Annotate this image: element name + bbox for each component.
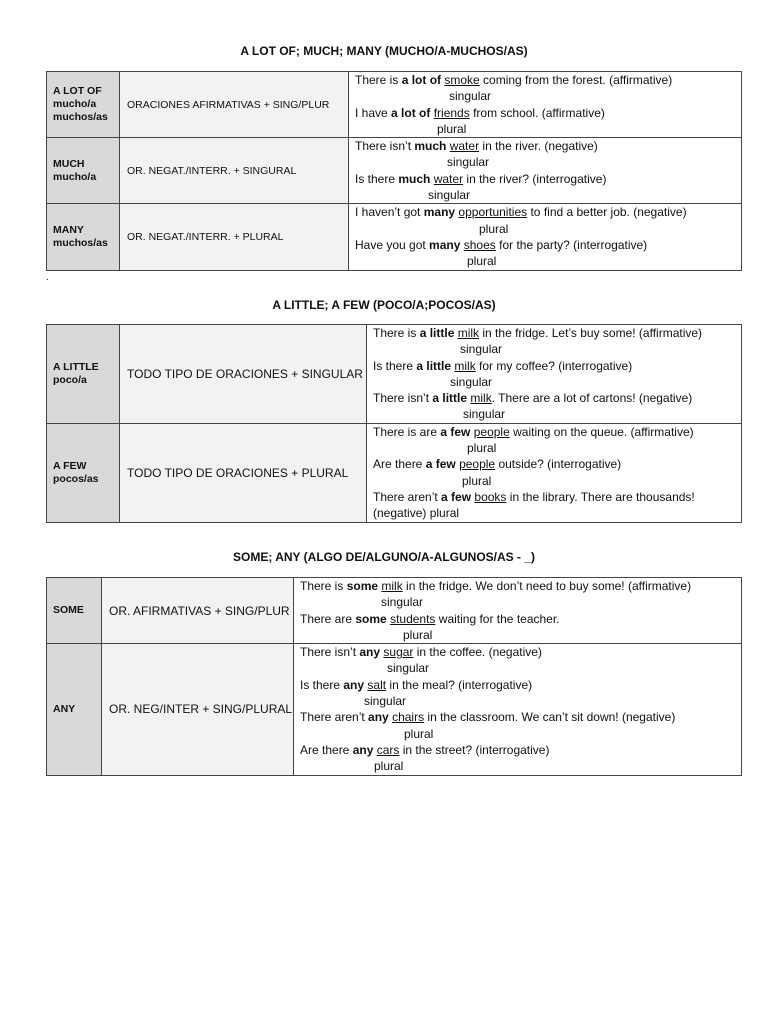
sentence-text: There aren’t bbox=[300, 710, 369, 725]
term-label: MUCH bbox=[53, 157, 85, 170]
quantifier-text: much bbox=[414, 139, 447, 154]
term-label: ANY bbox=[53, 702, 76, 715]
term-cell bbox=[47, 423, 120, 522]
noun-text: milk bbox=[457, 326, 480, 340]
sentence-text: waiting on the queue. (affirmative) bbox=[509, 424, 694, 439]
noun-text: people bbox=[473, 424, 510, 439]
sentence-text: . There are a lot of cartons! (negative) bbox=[491, 391, 693, 406]
example-sentence bbox=[373, 390, 737, 406]
term-label: muchos/as bbox=[53, 236, 108, 249]
number-label: plural bbox=[467, 254, 497, 269]
example-sentence bbox=[373, 358, 737, 374]
number-label: singular bbox=[460, 342, 503, 357]
number-label: singular bbox=[447, 155, 490, 170]
table-row bbox=[47, 325, 742, 424]
sentence-text: Is there bbox=[300, 677, 344, 692]
number-label: plural bbox=[462, 473, 492, 488]
sentence-text: in the coffee. (negative) bbox=[413, 645, 542, 660]
section-title: A LITTLE; A FEW (POCO/A;POCOS/AS) bbox=[272, 298, 496, 312]
table-row bbox=[47, 423, 742, 522]
term-label: muchos/as bbox=[53, 111, 108, 124]
quantifier-text: many bbox=[423, 205, 456, 220]
example-sentence bbox=[373, 489, 737, 505]
quantifier-text: a lot of bbox=[391, 105, 431, 120]
quantifier-text: a little bbox=[432, 391, 468, 406]
quantifier-text: any bbox=[368, 710, 389, 725]
example-sentence bbox=[373, 325, 737, 341]
quantifier-text: some bbox=[355, 611, 387, 626]
quantifier-text: a lot of bbox=[401, 73, 442, 87]
sentence-text: to find a better job. (negative) bbox=[527, 205, 687, 220]
example-sentence bbox=[355, 237, 737, 253]
sentence-text: waiting for the teacher. bbox=[435, 611, 560, 626]
example-sentence bbox=[355, 72, 737, 88]
sentence-text: in the river? (interrogative) bbox=[463, 171, 607, 186]
noun-text: water bbox=[433, 171, 464, 186]
examples-cell bbox=[349, 72, 742, 138]
sentence-text: for the party? (interrogative) bbox=[495, 237, 648, 252]
sentence-text: in the library. There are thousands! bbox=[506, 489, 695, 504]
term-label: A FEW bbox=[53, 459, 87, 472]
sentence-text: There is bbox=[373, 326, 420, 340]
quantifier-text: any bbox=[352, 742, 374, 757]
term-cell bbox=[47, 325, 120, 424]
term-label: SOME bbox=[53, 604, 84, 617]
noun-text: smoke bbox=[444, 73, 480, 87]
sentence-text: Are there bbox=[373, 457, 426, 472]
examples-cell bbox=[349, 204, 742, 270]
noun-text: friends bbox=[433, 105, 470, 120]
quantifier-text: any bbox=[343, 677, 365, 692]
grammar-table bbox=[46, 71, 742, 271]
quantifier-text: a little bbox=[419, 326, 455, 340]
examples-cell bbox=[349, 138, 742, 204]
number-label: plural bbox=[403, 627, 433, 642]
term-cell bbox=[47, 138, 120, 204]
number-label: singular bbox=[428, 188, 471, 203]
example-sentence bbox=[355, 171, 737, 187]
term-cell bbox=[47, 578, 102, 644]
term-label: pocos/as bbox=[53, 472, 99, 485]
noun-text: opportunities bbox=[458, 205, 528, 220]
rule-cell: TODO TIPO DE ORACIONES + PLURAL bbox=[120, 423, 367, 522]
quantifier-text: a few bbox=[425, 457, 456, 472]
number-label: singular bbox=[449, 89, 492, 104]
sentence-text: There is bbox=[355, 73, 402, 87]
term-label: MANY bbox=[53, 223, 84, 236]
table-row bbox=[47, 72, 742, 138]
sentence-text: in the fridge. We don’t need to buy some! (affirmative) bbox=[402, 579, 692, 593]
quantifier-text: some bbox=[346, 579, 379, 593]
noun-text: cars bbox=[376, 742, 400, 757]
noun-text: people bbox=[459, 457, 496, 472]
example-sentence bbox=[300, 709, 737, 725]
term-label: A LITTLE bbox=[53, 360, 99, 373]
table-row bbox=[47, 204, 742, 270]
quantifier-text: a few bbox=[441, 489, 472, 504]
sentence-text: I have bbox=[355, 105, 392, 120]
separator-dot: . bbox=[46, 272, 49, 283]
quantifier-text: a few bbox=[440, 424, 471, 439]
examples-cell bbox=[367, 325, 742, 424]
rule-cell: OR. NEGAT./INTERR. + SINGURAL bbox=[120, 138, 349, 204]
rule-cell: OR. AFIRMATIVAS + SING/PLUR bbox=[102, 578, 294, 644]
term-cell bbox=[47, 72, 120, 138]
sentence-text: in the meal? (interrogative) bbox=[386, 677, 533, 692]
sentence-text: There is are bbox=[373, 424, 441, 439]
quantifier-text: much bbox=[398, 171, 431, 186]
examples-cell bbox=[294, 644, 742, 775]
table-row bbox=[47, 138, 742, 204]
number-label: singular bbox=[364, 694, 407, 709]
examples-cell bbox=[294, 578, 742, 644]
example-sentence bbox=[300, 742, 737, 758]
number-label: plural bbox=[404, 726, 434, 741]
sentence-text: There isn’t bbox=[373, 391, 433, 406]
grammar-table bbox=[46, 324, 742, 523]
term-label: A LOT OF bbox=[53, 85, 102, 98]
sentence-text: Have you got bbox=[355, 237, 430, 252]
number-label: (negative) plural bbox=[373, 506, 460, 521]
noun-text: water bbox=[449, 139, 480, 154]
noun-text: chairs bbox=[392, 710, 425, 725]
example-sentence bbox=[300, 644, 737, 660]
number-label: singular bbox=[387, 661, 430, 676]
sentence-text: for my coffee? (interrogative) bbox=[475, 358, 633, 373]
term-cell bbox=[47, 204, 120, 270]
term-label: mucho/a bbox=[53, 170, 97, 183]
sentence-text: There is bbox=[300, 579, 347, 593]
number-label: singular bbox=[463, 407, 506, 422]
sentence-text: Are there bbox=[300, 742, 353, 757]
number-label: singular bbox=[450, 374, 493, 389]
sentence-text: There isn’t bbox=[300, 645, 360, 660]
example-sentence bbox=[355, 138, 737, 154]
term-label: poco/a bbox=[53, 373, 87, 386]
section-title: A LOT OF; MUCH; MANY (MUCHO/A-MUCHOS/AS) bbox=[240, 44, 528, 58]
table-row bbox=[47, 578, 742, 644]
grammar-table bbox=[46, 577, 742, 776]
sentence-text: coming from the forest. (affirmative) bbox=[479, 73, 673, 87]
example-sentence bbox=[373, 456, 737, 472]
sentence-text: in the river. (negative) bbox=[479, 139, 598, 154]
noun-text: salt bbox=[367, 677, 387, 692]
table-row bbox=[47, 644, 742, 775]
number-label: plural bbox=[374, 759, 404, 774]
quantifier-text: any bbox=[359, 645, 381, 660]
noun-text: milk bbox=[454, 358, 476, 373]
example-sentence bbox=[300, 611, 737, 627]
sentence-text: I haven’t got bbox=[355, 205, 424, 220]
sentence-text: There isn’t bbox=[355, 139, 415, 154]
noun-text: sugar bbox=[383, 645, 414, 660]
sentence-text: outside? (interrogative) bbox=[495, 457, 622, 472]
quantifier-text: a little bbox=[416, 358, 452, 373]
term-cell bbox=[47, 644, 102, 775]
number-label: plural bbox=[467, 441, 497, 456]
number-label: plural bbox=[437, 121, 467, 136]
example-sentence bbox=[300, 578, 737, 594]
sentence-text: from school. (affirmative) bbox=[469, 105, 605, 120]
example-sentence bbox=[300, 677, 737, 693]
sentence-text: Is there bbox=[355, 171, 399, 186]
example-sentence bbox=[355, 105, 737, 121]
number-label: singular bbox=[381, 595, 424, 610]
quantifier-text: many bbox=[429, 237, 461, 252]
example-sentence bbox=[355, 204, 737, 220]
term-label: mucho/a bbox=[53, 98, 97, 111]
noun-text: milk bbox=[381, 579, 403, 593]
example-sentence bbox=[373, 424, 737, 440]
sentence-text: There aren’t bbox=[373, 489, 442, 504]
rule-cell: OR. NEGAT./INTERR. + PLURAL bbox=[120, 204, 349, 270]
rule-cell: ORACIONES AFIRMATIVAS + SING/PLUR bbox=[120, 72, 349, 138]
noun-text: books bbox=[474, 489, 507, 504]
rule-cell: OR. NEG/INTER + SING/PLURAL bbox=[102, 644, 294, 775]
noun-text: milk bbox=[470, 391, 492, 406]
section-title: SOME; ANY (ALGO DE/ALGUNO/A-ALGUNOS/AS - _) bbox=[232, 550, 535, 564]
sentence-text: in the classroom. We can’t sit down! (negative) bbox=[424, 710, 676, 725]
noun-text: shoes bbox=[463, 237, 496, 252]
sentence-text: in the fridge. Let’s buy some! (affirmative) bbox=[479, 326, 703, 340]
rule-cell: TODO TIPO DE ORACIONES + SINGULAR bbox=[120, 325, 367, 424]
number-label: plural bbox=[479, 221, 509, 236]
sentence-text: There are bbox=[300, 611, 356, 626]
sentence-text: in the street? (interrogative) bbox=[399, 742, 550, 757]
noun-text: students bbox=[390, 611, 436, 626]
sentence-text: Is there bbox=[373, 358, 417, 373]
examples-cell bbox=[367, 423, 742, 522]
